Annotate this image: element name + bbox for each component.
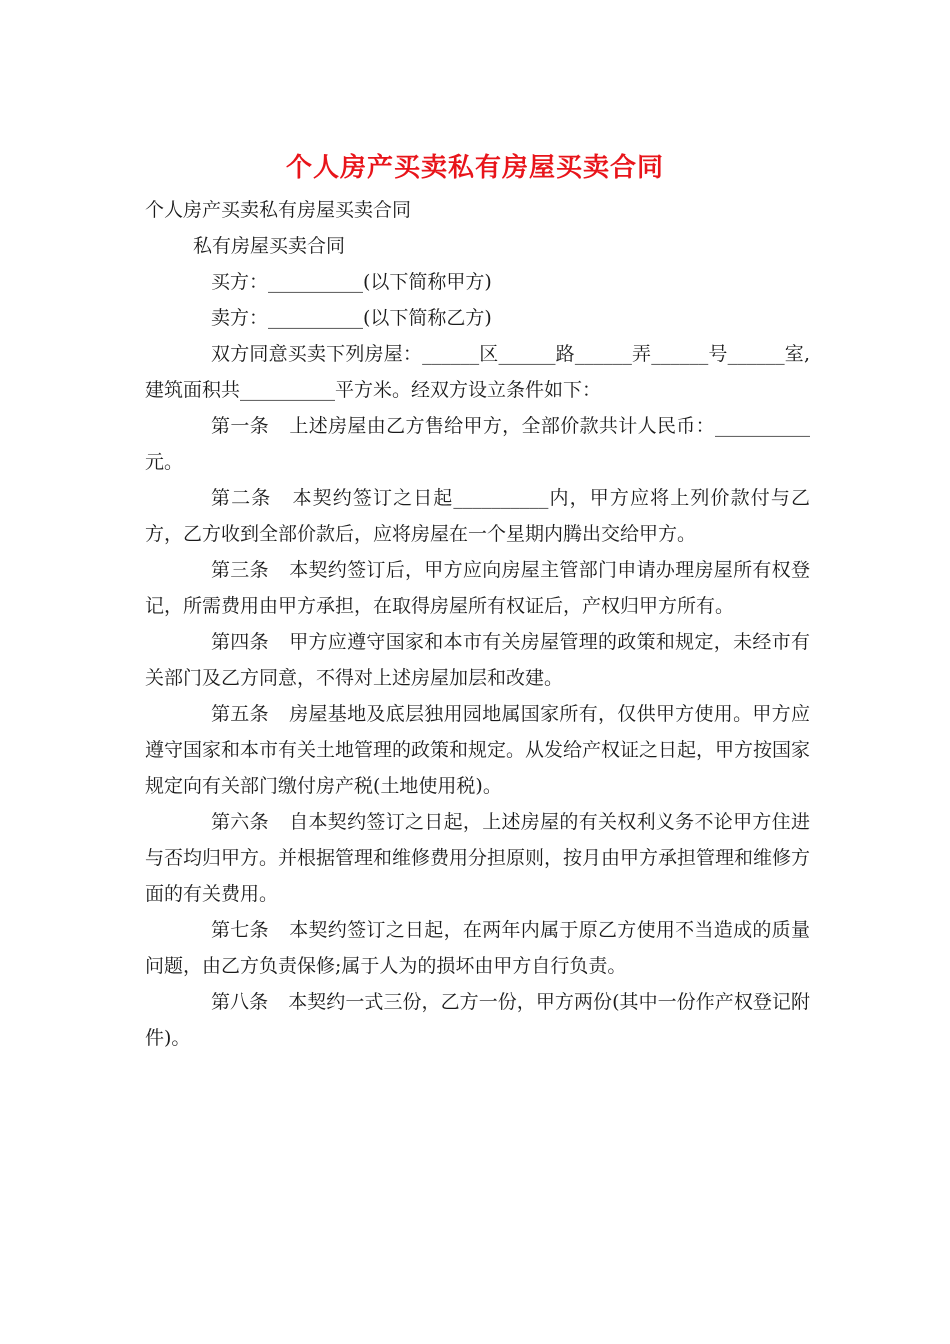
article-text: 本契约签订后，甲方应向房屋主管部门申请办理房屋所有权登记，所需费用由甲方承担，在取得房屋所有权证后，产权归甲方所有。 bbox=[145, 559, 810, 617]
article-text: 房屋基地及底层独用园地属国家所有，仅供甲方使用。甲方应遵守国家和本市有关土地管理的政策和规定。从发给产权证之日起，甲方按国家规定向有关部门缴付房产税(土地使用税)。 bbox=[145, 703, 811, 797]
article-label: 第七条 bbox=[211, 919, 269, 941]
article-label: 第二条 bbox=[211, 487, 272, 509]
seller-line: 卖方：__________(以下简称乙方) bbox=[211, 307, 492, 329]
article-4 bbox=[145, 624, 810, 696]
document-subtitle: 个人房产买卖私有房屋买卖合同 bbox=[145, 199, 412, 221]
contract-heading: 私有房屋买卖合同 bbox=[193, 235, 346, 257]
property-paragraph: 双方同意买卖下列房屋：______区______路______弄______号______室,建筑面积共__________平方米。经双方设立条件如下： bbox=[145, 343, 810, 401]
article-8 bbox=[145, 984, 810, 1056]
article-text: 甲方应遵守国家和本市有关房屋管理的政策和规定，未经市有关部门及乙方同意，不得对上述房屋加层和改建。 bbox=[145, 631, 810, 689]
document-body bbox=[145, 192, 810, 1056]
article-label: 第四条 bbox=[211, 631, 269, 653]
article-3 bbox=[145, 552, 810, 624]
article-text: 上述房屋由乙方售给甲方，全部价款共计人民币：__________元。 bbox=[145, 415, 810, 473]
document-title: 个人房产买卖私有房屋买卖合同 bbox=[285, 153, 664, 183]
article-2 bbox=[145, 480, 810, 552]
article-text: 本契约签订之日起，在两年内属于原乙方使用不当造成的质量问题，由乙方负责保修;属于人为的损坏由甲方自行负责。 bbox=[145, 919, 810, 977]
article-5 bbox=[145, 696, 810, 804]
article-text: 本契约一式三份，乙方一份，甲方两份(其中一份作产权登记附件)。 bbox=[145, 991, 810, 1049]
article-label: 第五条 bbox=[211, 703, 269, 725]
article-label: 第三条 bbox=[211, 559, 269, 581]
article-text: 本契约签订之日起__________内，甲方应将上列价款付与乙方，乙方收到全部价款后，应将房屋在一个星期内腾出交给甲方。 bbox=[145, 487, 810, 545]
article-label: 第一条 bbox=[211, 415, 270, 437]
article-label: 第八条 bbox=[211, 991, 269, 1013]
article-1 bbox=[145, 408, 810, 480]
article-7 bbox=[145, 912, 810, 984]
article-text: 自本契约签订之日起，上述房屋的有关权利义务不论甲方住进与否均归甲方。并根据管理和维修费用分担原则，按月由甲方承担管理和维修方面的有关费用。 bbox=[145, 811, 811, 905]
buyer-line: 买方：__________(以下简称甲方) bbox=[211, 271, 492, 293]
article-label: 第六条 bbox=[211, 811, 269, 833]
article-6 bbox=[145, 804, 810, 912]
